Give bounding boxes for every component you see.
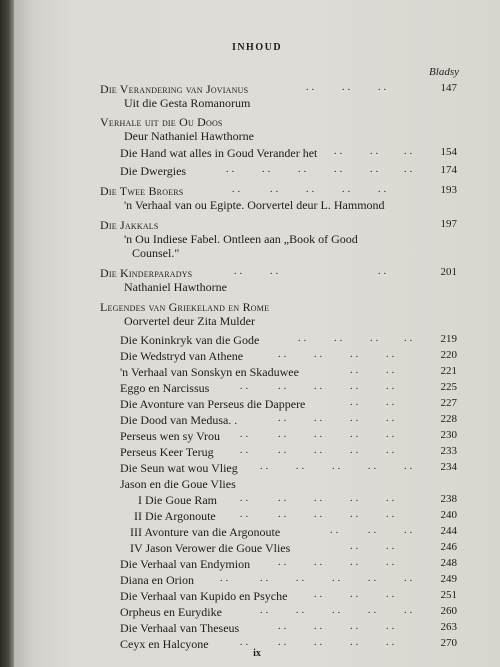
leader-dots: . . (278, 381, 287, 392)
toc-entry (14, 589, 500, 605)
toc-title: I Die Goue Ram (138, 493, 217, 507)
toc-title: Die Dwergies (120, 164, 187, 178)
toc-entry (14, 96, 500, 112)
toc-page: 263 (440, 621, 457, 633)
toc-entry (14, 246, 500, 262)
toc-page: 270 (440, 637, 457, 649)
leader-dots: . . (386, 541, 395, 552)
toc-title: Ceyx en Halcyone (120, 637, 209, 651)
toc-title: Die Twee Broers (100, 184, 184, 198)
toc-entry (14, 509, 500, 525)
leader-dots: . . (334, 333, 343, 344)
toc-title: Die Koninkryk van die Gode (120, 333, 260, 347)
leader-dots: . . (334, 146, 343, 157)
leader-dots: . . (278, 557, 287, 568)
toc-title: Deur Nathaniel Hawthorne (124, 129, 254, 143)
toc-page: 193 (440, 184, 457, 196)
leader-dots: . . (350, 429, 359, 440)
leader-dots: . . (314, 381, 323, 392)
leader-dots: . . (378, 184, 387, 195)
toc-title: Legendes van Griekeland en Rome (100, 300, 270, 314)
toc-page: 234 (440, 461, 457, 473)
leader-dots: . . (296, 461, 305, 472)
leader-dots: . . (378, 266, 387, 277)
toc-page: 147 (440, 82, 457, 94)
leader-dots: . . (404, 573, 413, 584)
toc-entry (14, 461, 500, 477)
leader-dots: . . (314, 557, 323, 568)
toc-entry (14, 541, 500, 557)
toc-title: Nathaniel Hawthorne (124, 280, 227, 294)
toc-page: 227 (440, 397, 457, 409)
leader-dots: . . (386, 429, 395, 440)
leader-dots: . . (386, 381, 395, 392)
toc-entry (14, 525, 500, 541)
leader-dots: . . (332, 461, 341, 472)
leader-dots: . . (314, 429, 323, 440)
toc-entry (14, 129, 500, 145)
leader-dots: . . (314, 589, 323, 600)
leader-dots: . . (314, 637, 323, 648)
leader-dots: . . (306, 184, 315, 195)
leader-dots: . . (368, 461, 377, 472)
leader-dots: . . (298, 164, 307, 175)
leader-dots: . . (278, 445, 287, 456)
leader-dots: . . (350, 413, 359, 424)
leader-dots: . . (350, 445, 359, 456)
leader-dots: . . (334, 164, 343, 175)
leader-dots: . . (350, 621, 359, 632)
leader-dots: . . (226, 164, 235, 175)
leader-dots: . . (350, 349, 359, 360)
toc-entry (14, 413, 500, 429)
toc-entry (14, 445, 500, 461)
toc-page: 246 (440, 541, 457, 553)
leader-dots: . . (260, 573, 269, 584)
toc-title: Die Verandering van Jovianus (100, 82, 249, 96)
toc-title: Perseus Keer Terug (120, 445, 214, 459)
leader-dots: . . (278, 621, 287, 632)
toc-title: Jason en die Goue Vlies (120, 477, 236, 491)
toc-title: Die Kinderparadys (100, 266, 193, 280)
leader-dots: . . (262, 164, 271, 175)
toc-entry (14, 397, 500, 413)
leader-dots: . . (314, 493, 323, 504)
leader-dots: . . (386, 589, 395, 600)
leader-dots: . . (240, 509, 249, 520)
leader-dots: . . (386, 349, 395, 360)
toc-title: Die Hand wat alles in Goud Verander het (120, 146, 318, 160)
toc-title: Oorvertel deur Zita Mulder (124, 314, 255, 328)
leader-dots: . . (386, 557, 395, 568)
leader-dots: . . (314, 445, 323, 456)
leader-dots: . . (234, 266, 243, 277)
toc-entry (14, 198, 500, 214)
leader-dots: . . (220, 573, 229, 584)
toc-page: 238 (440, 493, 457, 505)
leader-dots: . . (332, 573, 341, 584)
leader-dots: . . (370, 164, 379, 175)
leader-dots: . . (350, 589, 359, 600)
book-page (14, 0, 500, 667)
leader-dots: . . (278, 637, 287, 648)
toc-page: 228 (440, 413, 457, 425)
toc-page: 221 (440, 365, 457, 377)
toc-entry (14, 349, 500, 365)
leader-dots: . . (350, 493, 359, 504)
toc-page: 197 (440, 218, 457, 230)
toc-entry (14, 573, 500, 589)
toc-title: II Die Argonoute (134, 509, 216, 523)
toc-page: 219 (440, 333, 457, 345)
toc-page: 230 (440, 429, 457, 441)
toc-title: 'n Verhaal van ou Egipte. Oorvertel deur L. Hammond (124, 198, 385, 212)
toc-title: Die Avonture van Perseus die Dappere (120, 397, 306, 411)
leader-dots: . . (378, 82, 387, 93)
leader-dots: . . (350, 509, 359, 520)
toc-title: Die Verhaal van Kupido en Psyche (120, 589, 288, 603)
leader-dots: . . (240, 445, 249, 456)
toc-title: Uit die Gesta Romanorum (124, 96, 251, 110)
toc-page: 201 (440, 266, 457, 278)
leader-dots: . . (278, 349, 287, 360)
leader-dots: . . (296, 573, 305, 584)
leader-dots: . . (368, 573, 377, 584)
toc-title: 'n Verhaal van Sonskyn en Skaduwee (120, 365, 299, 379)
toc-page: 174 (440, 164, 457, 176)
book-spine (0, 0, 14, 667)
leader-dots: . . (314, 621, 323, 632)
leader-dots: . . (240, 493, 249, 504)
leader-dots: . . (342, 82, 351, 93)
page-column-label: Bladsy (429, 66, 459, 78)
leader-dots: . . (314, 509, 323, 520)
leader-dots: . . (260, 461, 269, 472)
leader-dots: . . (404, 333, 413, 344)
leader-dots: . . (314, 413, 323, 424)
toc-title: Die Jakkals (100, 218, 159, 232)
toc-title: Die Verhaal van Theseus (120, 621, 240, 635)
leader-dots: . . (368, 525, 377, 536)
leader-dots: . . (350, 365, 359, 376)
toc-page: 240 (440, 509, 457, 521)
toc-entry (14, 365, 500, 381)
toc-title: Die Verhaal van Endymion (120, 557, 251, 571)
leader-dots: . . (350, 381, 359, 392)
toc-title: IV Jason Verower die Goue Vlies (130, 541, 291, 555)
leader-dots: . . (404, 525, 413, 536)
toc-title: Die Wedstryd van Athene (120, 349, 244, 363)
leader-dots: . . (350, 397, 359, 408)
toc-page: 220 (440, 349, 457, 361)
toc-entry (14, 621, 500, 637)
toc-entry (14, 381, 500, 397)
leader-dots: . . (260, 605, 269, 616)
toc-page: 251 (440, 589, 457, 601)
toc-title: 'n Ou Indiese Fabel. Ontleen aan „Book of Good (124, 232, 358, 246)
leader-dots: . . (278, 509, 287, 520)
page-folio: ix (253, 648, 261, 659)
toc-page: 154 (440, 146, 457, 158)
leader-dots: . . (314, 349, 323, 360)
leader-dots: . . (404, 164, 413, 175)
leader-dots: . . (350, 637, 359, 648)
leader-dots: . . (386, 397, 395, 408)
toc-entry (14, 333, 500, 349)
leader-dots: . . (278, 429, 287, 440)
toc-entry (14, 557, 500, 573)
leader-dots: . . (240, 381, 249, 392)
leader-dots: . . (240, 429, 249, 440)
leader-dots: . . (386, 621, 395, 632)
leader-dots: . . (278, 493, 287, 504)
leader-dots: . . (386, 493, 395, 504)
toc-entry (14, 493, 500, 509)
toc-page: 225 (440, 381, 457, 393)
toc-title: Orpheus en Eurydike (120, 605, 222, 619)
leader-dots: . . (386, 413, 395, 424)
leader-dots: . . (386, 509, 395, 520)
leader-dots: . . (350, 541, 359, 552)
leader-dots: . . (270, 266, 279, 277)
leader-dots: . . (278, 413, 287, 424)
toc-entry (14, 477, 500, 493)
toc-entry (14, 605, 500, 621)
leader-dots: . . (404, 605, 413, 616)
leader-dots: . . (386, 445, 395, 456)
leader-dots: . . (332, 605, 341, 616)
leader-dots: . . (232, 184, 241, 195)
leader-dots: . . (404, 461, 413, 472)
leader-dots: . . (386, 637, 395, 648)
leader-dots: . . (240, 637, 249, 648)
toc-title: Counsel." (132, 246, 180, 260)
leader-dots: . . (370, 333, 379, 344)
toc-page: 244 (440, 525, 457, 537)
leader-dots: . . (270, 184, 279, 195)
toc-entry (14, 164, 500, 180)
toc-title: Perseus wen sy Vrou (120, 429, 221, 443)
toc-title: Eggo en Narcissus (120, 381, 210, 395)
leader-dots: . . (350, 557, 359, 568)
leader-dots: . . (404, 146, 413, 157)
toc-entry (14, 314, 500, 330)
toc-entry (14, 429, 500, 445)
leader-dots: . . (298, 333, 307, 344)
leader-dots: . . (342, 184, 351, 195)
leader-dots: . . (368, 605, 377, 616)
toc-page: 248 (440, 557, 457, 569)
toc-title: Die Seun wat wou Vlieg (120, 461, 238, 475)
toc-entry (14, 280, 500, 296)
leader-dots: . . (330, 525, 339, 536)
toc-title: Diana en Orion (120, 573, 194, 587)
leader-dots: . . (306, 82, 315, 93)
leader-dots: . . (296, 605, 305, 616)
toc-page: 260 (440, 605, 457, 617)
leader-dots: . . (386, 365, 395, 376)
page-heading: INHOUD (231, 42, 283, 53)
toc-page: 249 (440, 573, 457, 585)
toc-title: Verhale uit die Ou Doos (100, 115, 223, 129)
toc-page: 233 (440, 445, 457, 457)
leader-dots: . . (370, 146, 379, 157)
toc-title: III Avonture van die Argonoute (130, 525, 281, 539)
toc-title: Die Dood van Medusa. . (120, 413, 238, 427)
toc-entry (14, 146, 500, 162)
